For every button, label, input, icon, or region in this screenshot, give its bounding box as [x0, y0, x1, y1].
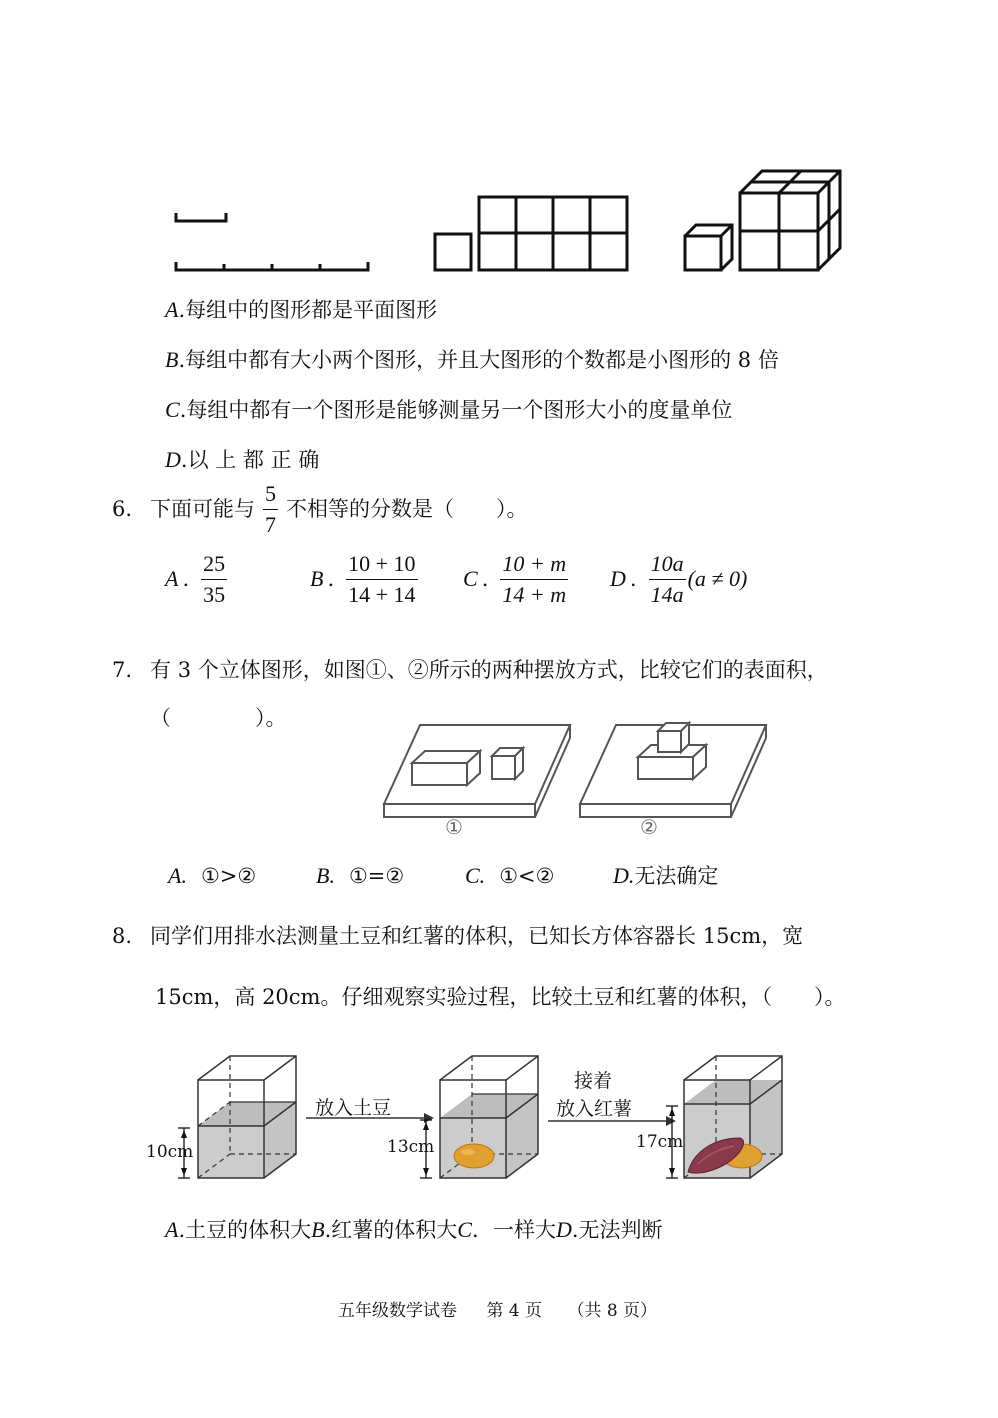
fraction-denominator: 35 [203, 581, 226, 607]
q7-option-b[interactable] [316, 862, 404, 890]
option-letter: C. [465, 863, 486, 888]
q7-figure-2 [576, 715, 771, 840]
q6-option-c[interactable] [463, 548, 568, 610]
q7-fig-label-1: ① [445, 815, 463, 839]
fraction-denominator: 14 + m [502, 581, 567, 607]
option-text: .以 上 都 正 确 [180, 448, 320, 472]
q7-option-c[interactable] [465, 862, 554, 890]
option-letter: B [165, 347, 179, 372]
option-text: .每组中的图形都是平面图形 [178, 298, 438, 322]
q6-stem [112, 478, 528, 540]
q8-option-a[interactable] [165, 1218, 311, 1242]
fraction-numerator: 5 [263, 481, 278, 510]
q5-option-b[interactable] [165, 346, 779, 374]
option-text: ．一样大 [471, 1218, 556, 1242]
q8-container-2 [392, 1050, 552, 1185]
option-sep: . [182, 567, 190, 591]
option-sep: . [629, 567, 637, 591]
q7-answer-blank[interactable] [150, 704, 287, 732]
q6-stem-before: 下面可能与 [150, 497, 256, 521]
answer-blank: （ ）。 [150, 706, 287, 730]
q7-fig-label-2: ② [640, 815, 658, 839]
option-text: .每组中都有大小两个图形，并且大图形的个数都是小图形的 8 倍 [178, 348, 779, 372]
option-letter: D [165, 447, 181, 472]
fraction-numerator: 10 + 10 [346, 551, 417, 580]
q7-option-a[interactable] [168, 862, 256, 890]
option-letter: C [165, 397, 180, 422]
option-letter: A [165, 566, 179, 591]
q8-arrow-2-label-2: 放入红薯 [556, 1098, 633, 1120]
option-letter: B. [316, 863, 335, 888]
q5-squares-figure [430, 192, 640, 274]
option-fraction [201, 551, 227, 608]
q6-option-d[interactable] [610, 548, 747, 610]
option-text: ①<② [499, 864, 555, 888]
q8-stem-text-1: 同学们用排水法测量土豆和红薯的体积，已知长方体容器长 15cm，宽 [150, 924, 804, 948]
question-number: 8. [112, 924, 133, 948]
q5-option-c[interactable] [165, 396, 732, 424]
q8-height-label-3: 17cm [636, 1132, 684, 1152]
option-letter: D. [613, 863, 635, 888]
q8-arrow-1-label: 放入土豆 [315, 1097, 392, 1119]
fraction-denominator: 14 + 14 [348, 581, 416, 607]
option-letter: A [165, 1217, 179, 1242]
option-letter: D [610, 566, 626, 591]
option-text: 无法确定 [634, 864, 719, 888]
option-fraction [500, 551, 568, 608]
q5-option-a[interactable] [165, 296, 437, 324]
option-letter: A. [168, 863, 187, 888]
option-letter: B [311, 1217, 325, 1242]
page-footer [338, 1296, 657, 1321]
fraction-5-7 [263, 481, 278, 538]
q8-option-d[interactable] [556, 1218, 663, 1242]
option-sep: . [481, 567, 489, 591]
potato-icon [454, 1144, 494, 1168]
q8-arrow-2-label-1: 接着 [574, 1070, 613, 1092]
q8-option-b[interactable] [311, 1218, 457, 1242]
option-condition: (a ≠ 0) [687, 566, 748, 591]
question-number: 7. [112, 658, 133, 682]
footer-page-number: 第 4 页 [486, 1301, 543, 1321]
option-text: .无法判断 [571, 1218, 663, 1242]
option-letter: A [165, 297, 179, 322]
q8-height-label-2: 13cm [387, 1137, 435, 1157]
option-text: .每组中都有一个图形是能够测量另一个图形大小的度量单位 [179, 398, 733, 422]
q5-option-d[interactable] [165, 446, 319, 474]
option-letter: D [555, 1217, 572, 1242]
q8-stem-text-2: 15cm，高 20cm。仔细观察实验过程，比较土豆和红薯的体积，（ ）。 [155, 985, 846, 1009]
option-text: .土豆的体积大 [178, 1218, 312, 1242]
q8-height-label-1: 10cm [146, 1142, 194, 1162]
option-fraction [649, 551, 686, 608]
fraction-denominator: 7 [265, 511, 277, 537]
q7-option-d[interactable] [613, 862, 718, 890]
fraction-numerator: 10a [649, 551, 686, 580]
footer-total-pages: （共 8 页） [567, 1301, 658, 1321]
q6-option-a[interactable] [165, 548, 227, 610]
q6-stem-after: 不相等的分数是（ ）。 [286, 497, 528, 521]
q7-figure-1 [380, 715, 575, 840]
q8-container-1 [150, 1050, 310, 1185]
option-letter: B [310, 566, 324, 591]
question-number: 6. [112, 497, 133, 521]
q7-stem [112, 656, 828, 684]
option-sep: . [327, 567, 335, 591]
option-text: ①>② [200, 864, 257, 888]
fraction-denominator: 14a [650, 581, 684, 607]
option-fraction [346, 551, 417, 608]
option-text: .红薯的体积大 [324, 1218, 458, 1242]
option-letter: C [457, 1217, 472, 1242]
q8-options [165, 1216, 663, 1244]
q5-cubes-figure [680, 165, 850, 275]
fraction-numerator: 25 [201, 551, 227, 580]
q8-stem-line2 [155, 983, 845, 1011]
fraction-numerator: 10 + m [500, 551, 568, 580]
q8-stem-line1 [112, 922, 803, 950]
option-text: ①=② [348, 864, 405, 888]
option-letter: C [463, 566, 478, 591]
footer-title: 五年级数学试卷 [338, 1301, 457, 1321]
q7-stem-text: 有 3 个立体图形，如图①、②所示的两种摆放方式，比较它们的表面积， [150, 658, 828, 682]
q6-option-b[interactable] [310, 548, 418, 610]
q8-option-c[interactable] [457, 1218, 556, 1242]
q8-container-3 [636, 1050, 796, 1185]
q5-ruler-figure [170, 205, 380, 275]
